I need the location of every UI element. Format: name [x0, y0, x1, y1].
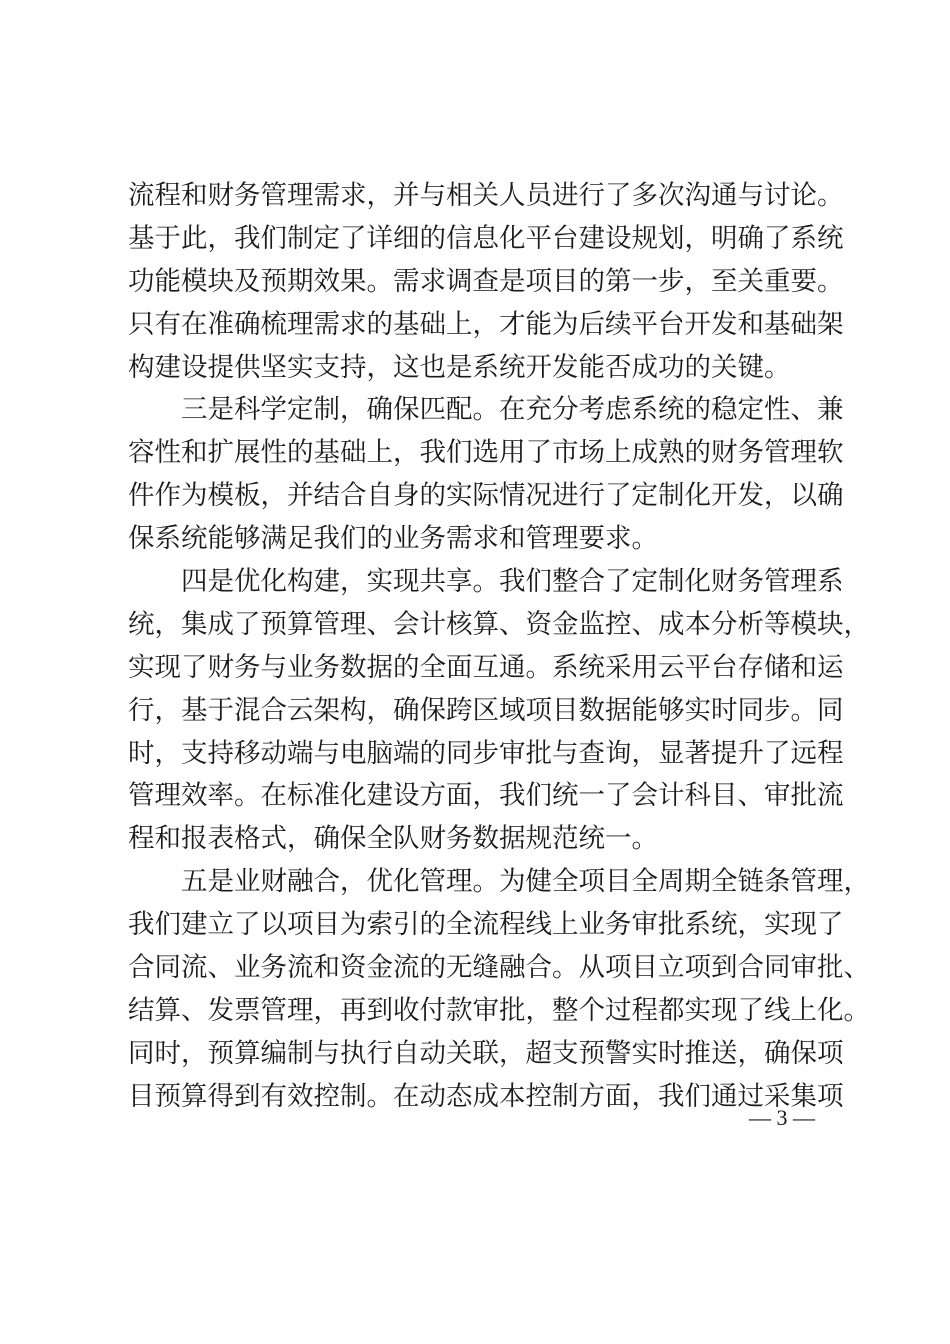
text-line: 目预算得到有效控制。在动态成本控制方面，我们通过采集项: [128, 1080, 844, 1112]
paragraph-start-line: 四是优化构建，实现共享。我们整合了定制化财务管理系: [181, 566, 844, 598]
text-line: 构建设提供坚实支持，这也是系统开发能否成功的关键。: [128, 351, 791, 383]
text-line: 同时，预算编制与执行自动关联，超支预警实时推送，确保项: [128, 1037, 844, 1069]
text-line: 件作为模板，并结合自身的实际情况进行了定制化开发，以确: [128, 480, 844, 512]
text-line: 结算、发票管理，再到收付款审批，整个过程都实现了线上化。: [128, 994, 870, 1026]
text-line: 统，集成了预算管理、会计核算、资金监控、成本分析等模块，: [128, 608, 870, 640]
text-line: 管理效率。在标准化建设方面，我们统一了会计科目、审批流: [128, 780, 844, 812]
text-line: 容性和扩展性的基础上，我们选用了市场上成熟的财务管理软: [128, 437, 844, 469]
text-line: 只有在准确梳理需求的基础上，才能为后续平台开发和基础架: [128, 308, 844, 340]
text-line: 合同流、业务流和资金流的无缝融合。从项目立项到合同审批、: [128, 952, 870, 984]
text-line: 程和报表格式，确保全队财务数据规范统一。: [128, 823, 658, 855]
text-line: 功能模块及预期效果。需求调查是项目的第一步，至关重要。: [128, 265, 844, 297]
text-line: 我们建立了以项目为索引的全流程线上业务审批系统，实现了: [128, 909, 844, 941]
body-text: [128, 175, 870, 1119]
text-line: 流程和财务管理需求，并与相关人员进行了多次沟通与讨论。: [128, 180, 844, 211]
text-line: 行，基于混合云架构，确保跨区域项目数据能够实时同步。同: [128, 694, 844, 726]
text-line: 实现了财务与业务数据的全面互通。系统采用云平台存储和运: [128, 651, 844, 683]
page-number: — 3 —: [749, 1105, 815, 1130]
paragraph-start-line: 五是业财融合，优化管理。为健全项目全周期全链条管理，: [181, 866, 870, 898]
text-line: 时，支持移动端与电脑端的同步审批与查询，显著提升了远程: [128, 737, 844, 769]
paragraph-start-line: 三是科学定制，确保匹配。在充分考虑系统的稳定性、兼: [181, 394, 844, 426]
text-line: 基于此，我们制定了详细的信息化平台建设规划，明确了系统: [128, 222, 844, 254]
text-line: 保系统能够满足我们的业务需求和管理要求。: [128, 523, 658, 555]
